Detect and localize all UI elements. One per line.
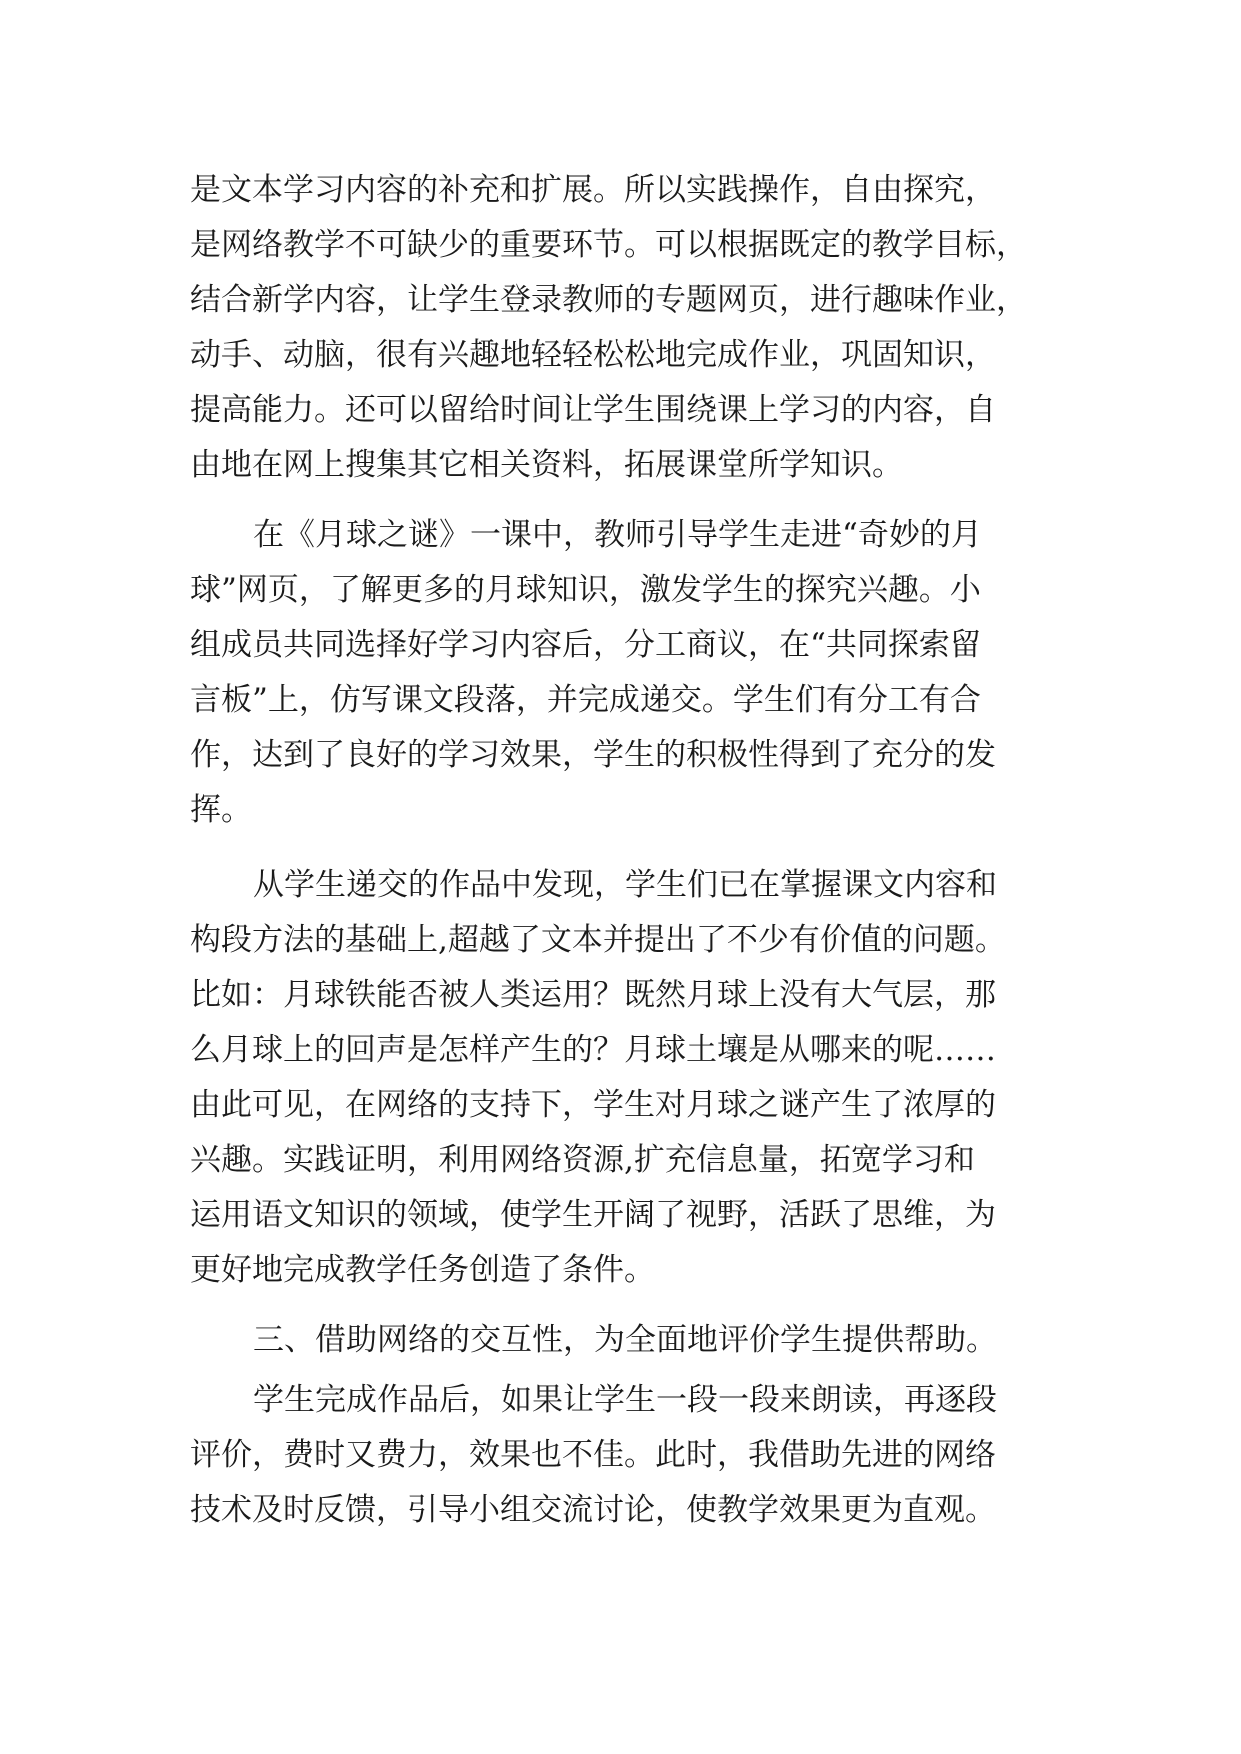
text-line-3: 结合新学内容，让学生登录教师的专题网页，进行趣味作业， — [190, 282, 1027, 318]
text-line-24: 技术及时反馈，引导小组交流讨论，使教学效果更为直观。 — [190, 1492, 996, 1528]
text-line-22: 学生完成作品后，如果让学生一段一段来朗读，再逐段 — [253, 1382, 997, 1418]
text-line-5: 提高能力。还可以留给时间让学生围绕课上学习的内容，自 — [190, 392, 996, 428]
text-line-6: 由地在网上搜集其它相关资料，拓展课堂所学知识。 — [190, 447, 903, 483]
text-line-16: 么月球上的回声是怎样产生的？月球土壤是从哪来的呢…… — [190, 1032, 996, 1068]
text-line-2: 是网络教学不可缺少的重要环节。可以根据既定的教学目标， — [190, 227, 1027, 263]
text-line-20: 更好地完成教学任务创造了条件。 — [190, 1252, 655, 1288]
text-line-14: 构段方法的基础上,超越了文本并提出了不少有价值的问题。 — [190, 922, 1006, 958]
text-line-11: 作，达到了良好的学习效果，学生的积极性得到了充分的发 — [190, 737, 996, 773]
text-line-8: 球”网页，了解更多的月球知识，激发学生的探究兴趣。小 — [190, 572, 981, 608]
text-line-17: 由此可见，在网络的支持下，学生对月球之谜产生了浓厚的 — [190, 1087, 996, 1123]
text-line-4: 动手、动脑，很有兴趣地轻轻松松地完成作业，巩固知识， — [190, 337, 996, 373]
text-line-19: 运用语文知识的领域，使学生开阔了视野，活跃了思维，为 — [190, 1197, 996, 1233]
text-line-7: 在《月球之谜》一课中，教师引导学生走进“奇妙的月 — [253, 517, 982, 553]
text-line-12: 挥。 — [190, 792, 252, 828]
text-line-23: 评价，费时又费力，效果也不佳。此时，我借助先进的网络 — [190, 1437, 996, 1473]
text-line-18: 兴趣。实践证明，利用网络资源,扩充信息量，拓宽学习和 — [190, 1142, 975, 1178]
section-heading: 三、借助网络的交互性，为全面地评价学生提供帮助。 — [253, 1322, 997, 1358]
text-line-1: 是文本学习内容的补充和扩展。所以实践操作，自由探究， — [190, 172, 996, 208]
text-line-15: 比如：月球铁能否被人类运用？既然月球上没有大气层，那 — [190, 977, 996, 1013]
text-line-9: 组成员共同选择好学习内容后，分工商议，在“共同探索留 — [190, 627, 981, 663]
text-line-10: 言板”上，仿写课文段落，并完成递交。学生们有分工有合 — [190, 682, 981, 718]
text-line-13: 从学生递交的作品中发现，学生们已在掌握课文内容和 — [253, 867, 997, 903]
